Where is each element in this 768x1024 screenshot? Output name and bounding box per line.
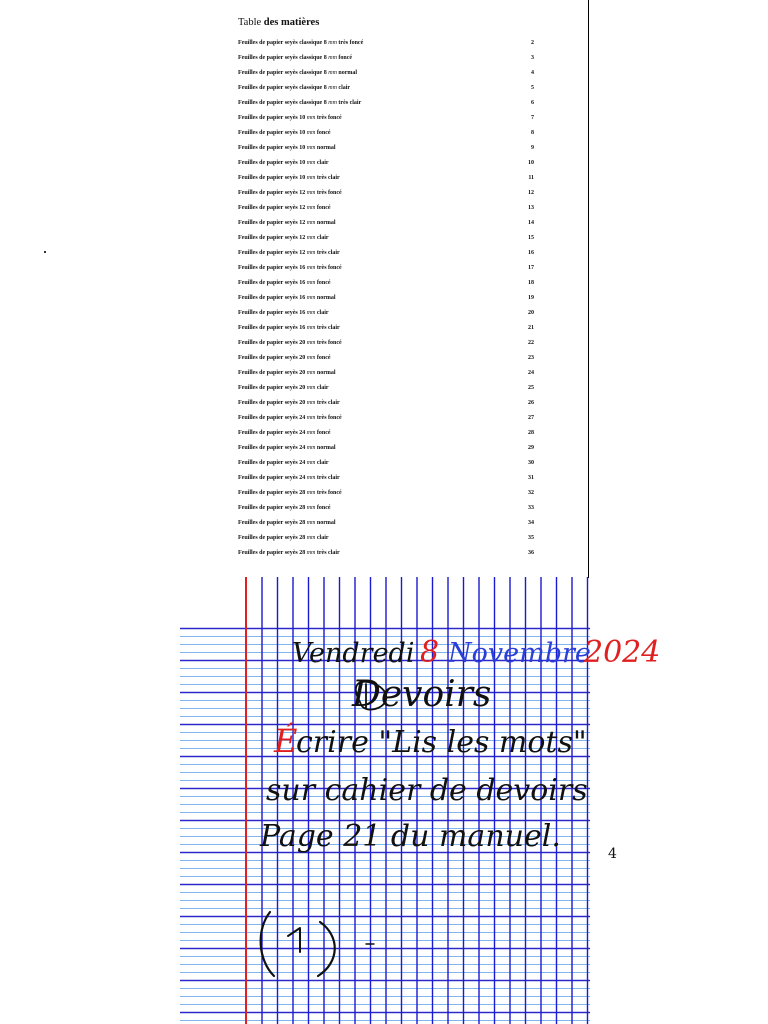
line2-text: sur cahier de devoirs xyxy=(266,773,588,808)
toc-entry-suffix: normal xyxy=(315,220,336,226)
toc-entry-suffix: très clair xyxy=(315,400,340,406)
toc-entry-unit: mm xyxy=(328,70,337,76)
toc-entry-unit: mm xyxy=(306,520,316,526)
toc-entry-suffix: très foncé xyxy=(336,40,364,46)
toc-entry-unit: mm xyxy=(306,280,316,286)
toc-entry-suffix: normal xyxy=(315,145,336,151)
toc-entry-page: 12 xyxy=(528,190,534,196)
toc-entry-unit: mm xyxy=(306,355,316,361)
toc-entry-page: 9 xyxy=(531,145,534,151)
toc-entry-page: 3 xyxy=(531,55,534,61)
toc-entry-page: 18 xyxy=(528,280,534,286)
toc-entry-prefix: Feuilles de papier seyès 20 xyxy=(238,355,307,361)
toc-entry-page: 30 xyxy=(528,460,534,466)
toc-entry-page: 21 xyxy=(528,325,534,331)
date-day: Vendredi xyxy=(292,638,415,669)
line1-text: crire "Lis les mots" xyxy=(296,725,587,760)
toc-entry-prefix: Feuilles de papier seyès 28 xyxy=(238,535,307,541)
toc-entry-prefix: Feuilles de papier seyès 12 xyxy=(238,205,307,211)
toc-entry-page: 15 xyxy=(528,235,534,241)
toc-entry-page: 22 xyxy=(528,340,534,346)
toc-entry-prefix: Feuilles de papier seyès 16 xyxy=(238,280,307,286)
toc-entry-unit: mm xyxy=(306,490,316,496)
toc-entry-prefix: Feuilles de papier seyès classique 8 xyxy=(238,40,329,46)
toc-entry-prefix: Feuilles de papier seyès classique 8 xyxy=(238,55,329,61)
toc-entry-prefix: Feuilles de papier seyès 16 xyxy=(238,295,307,301)
toc-entry-unit: mm xyxy=(306,130,316,136)
toc-entry-suffix: très clair xyxy=(315,325,340,331)
toc-entry-prefix: Feuilles de papier seyès 16 xyxy=(238,310,307,316)
toc-entry-page: 11 xyxy=(528,175,534,181)
toc-entry-prefix: Feuilles de papier seyès 24 xyxy=(238,445,307,451)
toc-entry-suffix: très clair xyxy=(315,550,340,556)
date-number: 8 xyxy=(420,635,440,670)
toc-entry-unit: mm xyxy=(306,145,316,151)
toc-entry-suffix: très clair xyxy=(315,475,340,481)
toc-entry-suffix: normal xyxy=(336,70,358,76)
toc-title-prefix: Table xyxy=(238,17,264,28)
toc-entry-unit: mm xyxy=(306,505,316,511)
toc-entry-page: 6 xyxy=(531,100,534,106)
toc-entry-unit: mm xyxy=(306,160,316,166)
toc-entry-page: 16 xyxy=(528,250,534,256)
toc-entry-unit: mm xyxy=(306,535,316,541)
toc-entry-suffix: normal xyxy=(315,445,336,451)
line3-text: Page 21 du manuel. xyxy=(260,819,561,854)
toc-entry-page: 32 xyxy=(528,490,534,496)
toc-entry-unit: mm xyxy=(306,190,316,196)
toc-entry-page: 33 xyxy=(528,505,534,511)
toc-entry-prefix: Feuilles de papier seyès 20 xyxy=(238,385,307,391)
toc-entry-suffix: très clair xyxy=(336,100,362,106)
toc-entry-prefix: Feuilles de papier seyès 10 xyxy=(238,145,307,151)
toc-entry-page: 8 xyxy=(531,130,534,136)
toc-entry-page: 17 xyxy=(528,265,534,271)
line1-capital: É xyxy=(274,722,298,760)
toc-entry-unit: mm xyxy=(306,265,316,271)
toc-entry-suffix: normal xyxy=(315,370,336,376)
toc-entry-unit: mm xyxy=(328,40,337,46)
toc-entry-unit: mm xyxy=(306,370,316,376)
toc-entry-suffix: normal xyxy=(315,520,336,526)
toc-entry-suffix: très foncé xyxy=(315,190,342,196)
toc-entry-suffix: foncé xyxy=(315,355,331,361)
toc-entry-page: 35 xyxy=(528,535,534,541)
toc-entry-unit: mm xyxy=(306,400,316,406)
toc-entry-prefix: Feuilles de papier seyès 28 xyxy=(238,505,307,511)
toc-entry-unit: mm xyxy=(328,55,337,61)
toc-entry-unit: mm xyxy=(306,250,316,256)
date-month: Novembre xyxy=(448,638,591,669)
toc-entry-unit: mm xyxy=(306,430,316,436)
toc-entry-page: 31 xyxy=(528,475,534,481)
toc-entry-suffix: très foncé xyxy=(315,340,342,346)
toc-entry-suffix: foncé xyxy=(315,130,331,136)
toc-entry-unit: mm xyxy=(306,460,316,466)
toc-entry-prefix: Feuilles de papier seyès 16 xyxy=(238,325,307,331)
toc-entry-page: 28 xyxy=(528,430,534,436)
toc-entry-prefix: Feuilles de papier seyès 16 xyxy=(238,265,307,271)
toc-entry-unit: mm xyxy=(306,445,316,451)
toc-entry-prefix: Feuilles de papier seyès classique 8 xyxy=(238,85,329,91)
toc-entry-page: 14 xyxy=(528,220,534,226)
toc-entry-unit: mm xyxy=(306,295,316,301)
toc-entry-unit: mm xyxy=(306,205,316,211)
toc-entry-page: 7 xyxy=(531,115,534,121)
toc-entry-prefix: Feuilles de papier seyès 10 xyxy=(238,115,307,121)
toc-entry-page: 34 xyxy=(528,520,534,526)
toc-entry-suffix: très clair xyxy=(315,175,340,181)
toc-entry-unit: mm xyxy=(306,115,316,121)
toc-entry-prefix: Feuilles de papier seyès 12 xyxy=(238,190,307,196)
toc-entry-suffix: foncé xyxy=(336,55,353,61)
toc-entry-page: 20 xyxy=(528,310,534,316)
toc-entry-suffix: foncé xyxy=(315,430,331,436)
toc-entry-unit: mm xyxy=(306,550,316,556)
toc-entry-unit: mm xyxy=(328,85,337,91)
toc-entry-suffix: clair xyxy=(315,235,329,241)
toc-entry-unit: mm xyxy=(306,220,316,226)
toc-entry-unit: mm xyxy=(328,100,337,106)
toc-entry-prefix: Feuilles de papier seyès 20 xyxy=(238,370,307,376)
toc-entry-prefix: Feuilles de papier seyès 24 xyxy=(238,430,307,436)
toc-entry-page: 5 xyxy=(531,85,534,91)
toc-entry-page: 13 xyxy=(528,205,534,211)
toc-entry-prefix: Feuilles de papier seyès 12 xyxy=(238,250,307,256)
toc-entry-unit: mm xyxy=(306,340,316,346)
toc-entry-prefix: Feuilles de papier seyès 24 xyxy=(238,415,307,421)
toc-entry-prefix: Feuilles de papier seyès 24 xyxy=(238,475,307,481)
toc-entry-suffix: clair xyxy=(315,385,329,391)
toc-entry-page: 29 xyxy=(528,445,534,451)
toc-entry-suffix: clair xyxy=(315,460,329,466)
toc-entry-unit: mm xyxy=(306,325,316,331)
toc-entry-prefix: Feuilles de papier seyès 12 xyxy=(238,235,307,241)
toc-entry-suffix: très foncé xyxy=(315,415,342,421)
stray-mark: 4 xyxy=(608,846,617,862)
toc-entry-unit: mm xyxy=(306,175,316,181)
toc-entry-unit: mm xyxy=(306,235,316,241)
toc-entry-prefix: Feuilles de papier seyès 12 xyxy=(238,220,307,226)
handwriting-text xyxy=(259,635,660,862)
toc-entry-suffix: clair xyxy=(315,535,329,541)
toc-entry-page: 10 xyxy=(528,160,534,166)
toc-entry-suffix: clair xyxy=(315,310,329,316)
toc-entry-suffix: foncé xyxy=(315,280,331,286)
toc-entry-suffix: normal xyxy=(315,295,336,301)
toc-entry-suffix: foncé xyxy=(315,505,331,511)
toc-entry-prefix: Feuilles de papier seyès classique 8 xyxy=(238,100,329,106)
toc-entry-prefix: Feuilles de papier seyès 10 xyxy=(238,175,307,181)
toc-entry-suffix: très clair xyxy=(315,250,340,256)
toc-entry-prefix: Feuilles de papier seyès 20 xyxy=(238,340,307,346)
toc-entry-prefix: Feuilles de papier seyès 20 xyxy=(238,400,307,406)
date-year: 2024 xyxy=(584,635,661,670)
toc-entry-unit: mm xyxy=(306,415,316,421)
toc-entry-page: 24 xyxy=(528,370,534,376)
toc-entry-page: 23 xyxy=(528,355,534,361)
toc-entry-page: 27 xyxy=(528,415,534,421)
toc-entry-unit: mm xyxy=(306,475,316,481)
toc-entry-suffix: très foncé xyxy=(315,115,342,121)
toc-entry-prefix: Feuilles de papier seyès 28 xyxy=(238,490,307,496)
toc-entry-page: 36 xyxy=(528,550,534,556)
toc-title-bold: des matières xyxy=(263,17,320,28)
toc-entry-page: 4 xyxy=(531,70,534,76)
toc-entry-prefix: Feuilles de papier seyès 28 xyxy=(238,550,307,556)
toc-entry-page: 2 xyxy=(531,40,534,46)
toc-entry-page: 25 xyxy=(528,385,534,391)
toc-entry-prefix: Feuilles de papier seyès 10 xyxy=(238,130,307,136)
toc-entry-unit: mm xyxy=(306,385,316,391)
toc-entry-page: 26 xyxy=(528,400,534,406)
toc-entry-prefix: Feuilles de papier seyès 10 xyxy=(238,160,307,166)
toc-entry-suffix: très foncé xyxy=(315,265,342,271)
toc-entry-page: 19 xyxy=(528,295,534,301)
toc-entry-suffix: clair xyxy=(315,160,329,166)
toc-entry-prefix: Feuilles de papier seyès 28 xyxy=(238,520,307,526)
toc-entry-prefix: Feuilles de papier seyès classique 8 xyxy=(238,70,329,76)
toc-entry-prefix: Feuilles de papier seyès 24 xyxy=(238,460,307,466)
toc-entry-unit: mm xyxy=(306,310,316,316)
toc-entry-suffix: foncé xyxy=(315,205,331,211)
toc-entry-suffix: clair xyxy=(336,85,351,91)
heading-devoirs: Devoirs xyxy=(352,674,492,715)
toc-entry-suffix: très foncé xyxy=(315,490,342,496)
